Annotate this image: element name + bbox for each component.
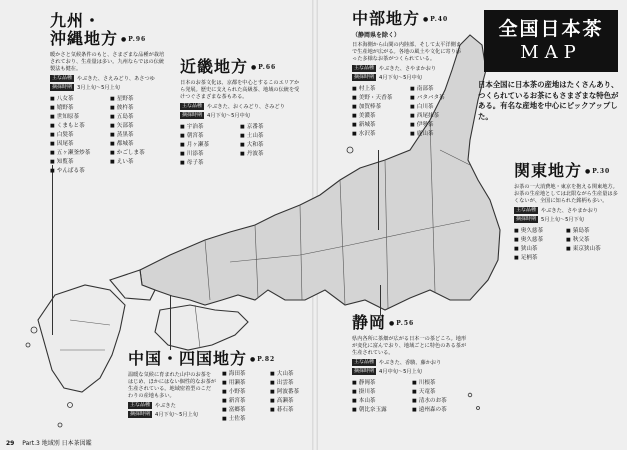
- tea-item: ■ 都城茶: [110, 141, 162, 148]
- tea-item: ■ 天竜茶: [412, 389, 468, 396]
- region-description: 県内各所に茶畑が広がる日本一の茶どころ。地形が変化に富んでおり、地域ごとに特色のある茶が生産されている。: [352, 335, 467, 356]
- page-number: 29: [6, 440, 15, 447]
- tea-item: ■ 清水のお茶: [412, 398, 468, 405]
- variety-tag: 主な品種: [354, 65, 375, 72]
- tea-item: ■ えい茶: [110, 159, 162, 166]
- harvest-text: 4月下旬〜5月上旬: [155, 412, 198, 419]
- tea-item: ■ 大山茶: [270, 371, 310, 378]
- region-title: [50, 12, 168, 49]
- harvest-row: [352, 74, 462, 81]
- kyushu-leader-line: [52, 165, 53, 335]
- tea-item: ■ くまもと茶: [50, 123, 102, 130]
- page-reference: ● P.96: [121, 36, 146, 43]
- region-title: [514, 162, 622, 181]
- variety-text: やぶきた、さやまかおり: [379, 66, 437, 73]
- tea-item: ■ 東京狭山茶: [566, 246, 622, 253]
- tea-item: ■ 足柄茶: [514, 255, 558, 262]
- page-footer: [6, 438, 92, 447]
- harvest-row: [128, 411, 216, 418]
- tea-item: ■ 奥久慈茶: [514, 228, 558, 235]
- harvest-tag: 摘採時期: [130, 411, 151, 418]
- tea-list: [50, 96, 168, 175]
- tea-item: ■ 星野茶: [110, 96, 162, 103]
- tea-list: [222, 371, 310, 423]
- tea-item: ■ 遠州森の茶: [412, 407, 468, 414]
- tea-item: ■ 知覧茶: [50, 159, 102, 166]
- tea-item: ■ 五ヶ瀬釜炒茶: [50, 150, 102, 157]
- region-title: [128, 350, 310, 369]
- tea-item: ■ 伊勢茶: [410, 122, 460, 129]
- region-name: 中部地方: [352, 9, 421, 28]
- tea-item: ■ 朝宮茶: [180, 133, 232, 140]
- harvest-text: 3月上旬〜5月上旬: [77, 85, 120, 92]
- harvest-tag: 摘採時期: [182, 112, 203, 119]
- tea-item: ■ 鹿山茶: [410, 131, 460, 138]
- tea-item: ■ 朝比奈玉露: [352, 407, 404, 414]
- harvest-text: 4月中旬〜5月上旬: [379, 369, 422, 376]
- tea-item: ■ 猿島茶: [566, 228, 622, 235]
- chubu-leader-line: [378, 150, 379, 230]
- tea-item: ■ 海田茶: [222, 371, 262, 378]
- intro-text: 日本全国に日本茶の産地はたくさんあり、つくられているお茶にもさまざまな特色がある。有名な産地を中心にピックアップした。: [478, 80, 619, 121]
- tea-item: ■ 小野茶: [222, 389, 262, 396]
- tea-item: ■ 川添茶: [180, 151, 232, 158]
- harvest-row: [352, 368, 468, 375]
- region-chubu: [352, 10, 462, 138]
- tea-item: ■ 村上茶: [352, 86, 402, 93]
- region-kanto: [514, 162, 622, 262]
- region-chugoku-shikoku: [128, 350, 310, 423]
- chugoku-leader-line: [170, 295, 171, 350]
- variety-text: やぶきた、おくみどり、さみどり: [207, 104, 285, 111]
- tea-list: [514, 228, 622, 262]
- tea-item: ■ かごしま茶: [110, 150, 162, 157]
- tea-item: ■ 新宮茶: [222, 398, 262, 405]
- tea-item: ■ 西尾抹茶: [410, 113, 460, 120]
- tea-item: ■ やんばる茶: [50, 168, 102, 175]
- tea-item: ■ 奥久慈茶: [514, 237, 558, 244]
- region-name: 静岡: [352, 313, 387, 332]
- page-reference: ● P.82: [250, 356, 275, 363]
- region-description: 日本海側から山間の内陸部、そして太平洋側まで生産地が広がる。各地の風土や文化に寄り添った多様なお茶がつくられている。: [352, 41, 461, 62]
- tea-item: ■ 阿波番茶: [270, 389, 310, 396]
- region-note: （静岡県を除く）: [352, 31, 401, 39]
- tea-item: ■ 狭山茶: [514, 246, 558, 253]
- harvest-tag: 摘採時期: [354, 74, 375, 81]
- shizuoka-leader-line: [380, 285, 381, 315]
- tea-item: ■ 高瀬茶: [270, 398, 310, 405]
- region-description: お茶の一大消費地・東京を抱える関東地方。お茶の生産地としては北限ながら生産量は多くないが、全国に知られた銘柄も多い。: [514, 183, 618, 204]
- tea-item: ■ 白川茶: [410, 104, 460, 111]
- variety-text: やぶきた: [155, 403, 176, 410]
- tea-item: ■ 出雲茶: [270, 380, 310, 387]
- region-description: 暖かさと気候条件のもと、さまざまな品種が栽培されており、生産量は多い。九州ならではの伝統製法も健在。: [50, 51, 165, 72]
- tea-item: ■ 因尾茶: [50, 141, 102, 148]
- harvest-row: [50, 84, 168, 91]
- tea-item: ■ 八女茶: [50, 96, 102, 103]
- tea-item: ■ 土佐茶: [222, 416, 262, 423]
- tea-item: ■ 南部茶: [410, 86, 460, 93]
- variety-tag: 主な品種: [516, 207, 537, 214]
- tea-item: ■ 碁石茶: [270, 407, 310, 414]
- map-title-box: [484, 10, 618, 72]
- tea-item: ■ 蒸黒茶: [110, 132, 162, 139]
- page-reference: ● P.66: [251, 64, 276, 71]
- page-reference: ● P.30: [585, 168, 610, 175]
- variety-row: [514, 207, 622, 214]
- tea-item: ■ 京番茶: [240, 124, 292, 131]
- running-header: Part.3 地域別 日本茶図鑑: [22, 440, 92, 447]
- harvest-row: [180, 112, 302, 119]
- region-description: 温暖な気候に育まれた山中のお茶をはじめ、ほかにはない個性的なお茶が生産されている。地域密着型のこだわりの産地も多い。: [128, 371, 216, 400]
- tea-item: ■ 川根茶: [412, 380, 468, 387]
- tea-item: ■ 秋父茶: [566, 237, 622, 244]
- region-kyushu: [50, 12, 168, 175]
- shikoku-shape: [155, 305, 248, 350]
- tea-item: ■ 本山茶: [352, 398, 404, 405]
- tea-list: [352, 86, 462, 138]
- harvest-tag: 摘採時期: [516, 216, 537, 223]
- region-shizuoka: [352, 314, 468, 414]
- variety-row: [128, 402, 216, 409]
- variety-tag: 主な品種: [52, 75, 73, 82]
- region-name: 中国・四国地方: [128, 349, 248, 368]
- region-name: 関東地方: [514, 161, 583, 180]
- harvest-row: [514, 216, 622, 223]
- tea-item: ■ 白髪茶: [50, 132, 102, 139]
- harvest-text: 5月上旬〜5月下旬: [541, 217, 584, 224]
- tea-item: ■ 静岡茶: [352, 380, 404, 387]
- tea-item: ■ 丹波茶: [240, 151, 292, 158]
- tea-item: ■ 宇治茶: [180, 124, 232, 131]
- tea-item: ■ 嬉野茶: [50, 105, 102, 112]
- harvest-text: 4月下旬〜5月中旬: [207, 113, 250, 120]
- tea-item: ■ 大和茶: [240, 142, 292, 149]
- tea-item: ■ 世知原茶: [50, 114, 102, 121]
- tea-item: ■ 月ヶ瀬茶: [180, 142, 232, 149]
- region-name: 九州・ 沖縄地方: [50, 11, 119, 48]
- tea-item: ■ 富郷茶: [222, 407, 262, 414]
- region-title: [352, 314, 468, 333]
- region-description: 日本のお茶文化は、京都を中心とするこのエリアから発展。歴史に支えられた高級茶、地域の伝統を受けつぐさまざまな茶もある。: [180, 79, 300, 100]
- region-kinki: [180, 58, 302, 167]
- tea-item: ■ バタバタ茶: [410, 95, 460, 102]
- harvest-tag: 摘採時期: [52, 84, 73, 91]
- tea-item: ■ 掛川茶: [352, 389, 404, 396]
- variety-row: [50, 75, 168, 82]
- harvest-text: 4月下旬〜5月中旬: [379, 75, 422, 82]
- tea-item: ■ 土山茶: [240, 133, 292, 140]
- variety-text: やぶきた、さえみどり、あさつゆ: [77, 76, 155, 83]
- tea-item: ■ 加賀棒茶: [352, 104, 402, 111]
- page-reference: ● P.56: [389, 320, 414, 327]
- variety-tag: 主な品種: [182, 103, 203, 110]
- map-title-sub: MAP: [520, 42, 582, 63]
- variety-tag: 主な品種: [354, 359, 375, 366]
- tea-item: ■ 五島茶: [110, 114, 162, 121]
- tea-item: ■ 用瀬茶: [222, 380, 262, 387]
- variety-text: やぶきた、香駿、藤かおり: [379, 360, 442, 367]
- region-title: [352, 10, 462, 29]
- variety-text: やぶきた、さやまかおり: [541, 208, 599, 215]
- tea-item: ■ 母子茶: [180, 160, 232, 167]
- variety-row: [180, 103, 302, 110]
- tea-list: [352, 380, 468, 414]
- variety-row: [352, 359, 468, 366]
- tea-item: ■ 新城茶: [352, 122, 402, 129]
- region-name: 近畿地方: [180, 57, 249, 76]
- tea-item: ■ 美野・天香茶: [352, 95, 402, 102]
- tea-item: ■ 水沢茶: [352, 131, 402, 138]
- variety-row: [352, 65, 462, 72]
- tea-item: ■ 彼杵茶: [110, 105, 162, 112]
- harvest-tag: 摘採時期: [354, 368, 375, 375]
- map-title: 全国日本茶: [498, 18, 604, 40]
- region-title: [180, 58, 302, 77]
- tea-item: ■ 矢部茶: [110, 123, 162, 130]
- variety-tag: 主な品種: [130, 402, 151, 409]
- tea-list: [180, 124, 302, 167]
- tea-item: ■ 美濃茶: [352, 113, 402, 120]
- page-reference: ● P.40: [423, 16, 448, 23]
